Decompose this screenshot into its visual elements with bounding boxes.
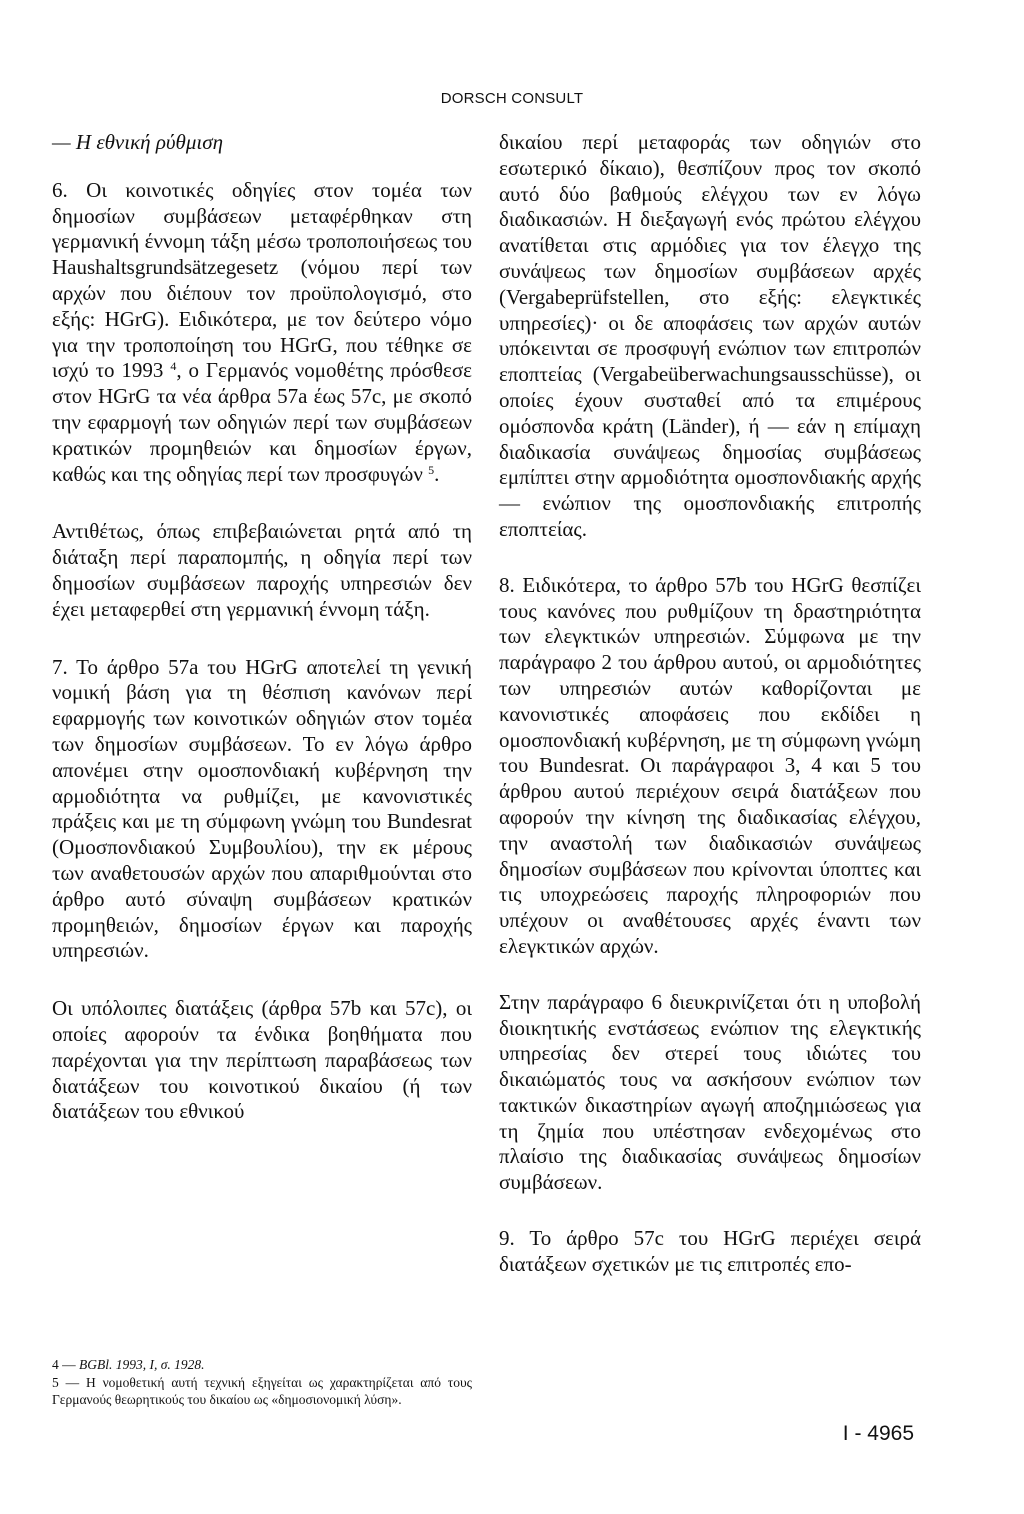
footnote-ref-4[interactable]: 4 [170,359,177,374]
footnote-5: 5 — Η νομοθετική αυτή τεχνική εξηγείται ως χαρακτηρίζεται από τους Γερμανούς θεωρητικούς του δικαίου ως «δημοσιονομική λύση». [52,1375,473,1407]
paragraph-continued: δικαίου περί μεταφοράς των οδηγιών στο εσωτερικό δίκαιο), θεσπίζουν προς τον σκοπό αυτό δύο βαθμούς ελέγχου των εν λόγω διαδικασιών. Η διεξαγωγή ενός πρώτου ελέγχου ανατίθεται στις αρμόδιες για τον έλεγχο της συνάψεως των δημοσίων συμβάσεων αρχές (Vergabeprüfstellen, στο εξής: ελεγκτικές υπηρεσίες)· οι δε αποφάσεις των αρχών αυτών υπόκεινται σε προσφυγή ενώπιον των επιτροπών εποπτείας (Vergabeüberwachungsausschüsse), οι οποίες έχουν συσταθεί από τα επιμέρους ομόσπονδα κράτη (Länder), ή — εάν η επίμαχη διαδικασία συνάψεως δημοσίας συμβάσεως εμπίπτει στην αρμοδιότητα ομοσπονδιακής αρχής — ενώπιον της ομοσπονδιακής επιτροπής εποπτείας. [499,130,921,541]
paragraph-para6: Στην παράγραφο 6 διευκρινίζεται ότι η υποβολή διοικητικής ενστάσεως ενώπιον της ελεγκτικής υπηρεσίας δεν στερεί τους ιδιώτες του δικαιώματός τους να ασκήσουν ενώπιον των τακτικών δικαστηρίων αγωγή αποζημιώσεως για τη ζημία που υπέστησαν ενδεχομένως στο πλαίσιο της διαδικασίας συνάψεως δημοσίων συμβάσεων. [499,989,921,1195]
footnotes [52,1356,472,1409]
left-column [52,130,472,1125]
footnote-5-text: Η νομοθετική αυτή τεχνική εξηγείται ως χαρακτηρίζεται από τους Γερμανούς θεωρητικούς του δικαίου ως «δημοσιονομική λύση». [52,1375,473,1407]
paragraph-remaining-provisions: Οι υπόλοιπες διατάξεις (άρθρα 57b και 57c), οι οποίες αφορούν τα ένδικα βοηθήματα που παρέχονται για την περίπτωση παραβάσεως των διατάξεων του κοινοτικού δικαίου (ή των διατάξεων του εθνικού [52,996,472,1124]
paragraph-6 [52,178,472,488]
page-number: I - 4965 [842,1422,914,1445]
paragraph-7: 7. Το άρθρο 57a του HGrG αποτελεί τη γενική νομική βάση για τη θέσπιση κανόνων περί εφαρμογής των κοινοτικών οδηγιών στον τομέα των δημοσίων συμβάσεων. Το εν λόγω άρθρο απονέμει στην ομοσπονδιακή κυβέρνηση την αρμοδιότητα να ρυθμίζει, με κανονιστικές πράξεις και με τη σύμφωνη γνώμη του Bundesrat (Ομοσπονδιακού Συμβουλίου), την εκ μέρους των αναθετουσών αρχών που απαριθμούνται στο άρθρο αυτό σύναψη συμβάσεων κρατικών προμηθειών, δημοσίων έργων και παροχής υπηρεσιών. [52,654,472,963]
running-header: DORSCH CONSULT [440,90,584,107]
paragraph-8: 8. Ειδικότερα, το άρθρο 57b του HGrG θεσπίζει τους κανόνες που ρυθμίζουν τη δραστηριότητα των ελεγκτικών υπηρεσιών. Σύμφωνα με την παράγραφο 2 του άρθρου αυτού, οι αρμοδιότητες των υπηρεσιών αυτών καθορίζονται με κανονιστικές αποφάσεις που εκδίδει η ομοσπονδιακή κυβέρνηση, με τη σύμφωνη γνώμη του Bundesrat. Οι παράγραφοι 3, 4 και 5 του άρθρου αυτού περιέχουν σειρά διατάξεων που αφορούν την κίνηση της διαδικασίας ελέγχου, την αναστολή των διαδικασιών συνάψεως δημοσίων συμβάσεων που κρίνονται ύποπτες και τις υποχρεώσεις παροχής πληροφοριών που υπέχουν οι αναθέτουσες αρχές έναντι των ελεγκτικών αρχών. [499,572,921,958]
footnote-4-text: BGBl. 1993, I, σ. 1928. [79,1357,205,1372]
right-column [499,130,921,1278]
footnote-ref-5[interactable]: 5 [428,462,435,477]
paragraph-6-text-a: 6. Οι κοινοτικές οδηγίες στον τομέα των δημοσίων συμβάσεων μεταφέρθηκαν στη γερμανική έννομη τάξη μέσω τροποποιήσεως του Haushaltsgrundsätzegesetz (νόμου περί των αρχών που διέπουν τον προϋπολογισμό, στο εξής: HGrG). Ειδικότερα, με τον δεύτερο νόμο για την τροποποίηση του HGrG, που τέθηκε σε ισχύ το 1993 [52,177,472,383]
paragraph-9: 9. Το άρθρο 57c του HGrG περιέχει σειρά διατάξεων σχετικών με τις επιτροπές επο- [499,1226,921,1276]
footnote-4: 4 — BGBl. 1993, I, σ. 1928. [52,1357,205,1372]
footnote-5-number: 5 [52,1375,59,1390]
paragraph-contrary: Αντιθέτως, όπως επιβεβαιώνεται ρητά από τη διάταξη περί παραπομπής, η οδηγία περί των δημοσίων συμβάσεων παροχής υπηρεσιών δεν έχει μεταφερθεί στη γερμανική έννομη τάξη. [52,519,472,621]
paragraph-6-text-b: , ο Γερμανός νομοθέτης πρόσθεσε στον HGrG τα νέα άρθρα 57a έως 57c, με σκοπό την εφαρμογή των οδηγιών περί των συμβάσεων κρατικών προμηθειών και δημοσίων έργων, καθώς και της οδηγίας περί των προσφυγών [52,358,472,486]
paragraph-6-text-c: . [434,461,440,486]
section-subheading: — Η εθνική ρύθμιση [52,130,224,154]
footnote-4-number: 4 [52,1357,59,1372]
